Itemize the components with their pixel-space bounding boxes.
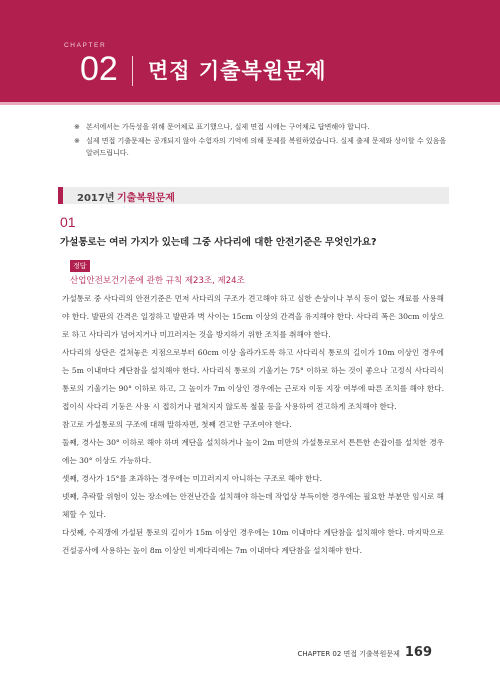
notes <box>74 121 454 161</box>
answer-paragraph: 사다리의 상단은 걸쳐놓은 지점으로부터 60cm 이상 올라가도록 하고 사다리식 통로의 길이가 10m 이상인 경우에는 5m 이내마다 계단참을 설치해야 한다. 사다리식 통로의 기울기는 75° 이하로 하는 것이 좋으나 고정식 사다리식 통로의 기울기는 90° 이하로 하고, 그 높이가 7m 이상인 경우에는 근로자 이동 지장 여부에 따른 조치를 해야 한다. 접이식 사다리 기둥은 사용 시 접히거나 펼쳐지지 않도록 철물 등을 사용하여 견고하게 조치해야 한다. <box>62 348 444 411</box>
answer-paragraph: 셋째, 경사가 15°를 초과하는 경우에는 미끄러지지 아니하는 구조로 해야 한다. <box>62 474 323 483</box>
section-label: 기출복원문제 <box>117 193 175 204</box>
note-mark: ※ <box>74 136 80 145</box>
answer-paragraph: 참고로 가설통로의 구조에 대해 말하자면, 첫째 견고한 구조여야 한다. <box>62 420 292 429</box>
answer-paragraph: 다섯째, 수직갱에 가설된 통로의 길이가 15m 이상인 경우에는 10m 이내마다 계단참을 설치해야 한다. 마지막으로 건설공사에 사용하는 높이 8m 이상인 비계다리에는 7m 이내마다 계단참을 설치해야 한다. <box>62 528 444 555</box>
page-number: 169 <box>404 645 432 660</box>
question-number: 01 <box>60 214 76 230</box>
page-footer <box>297 645 432 660</box>
note-text: 실제 면접 기출문제는 공개되지 않아 수험자의 기억에 의해 문제를 복원하였습니다. 실제 출제 문제와 상이할 수 있음을 알려드립니다. <box>86 136 447 157</box>
chapter-number: 02 <box>80 50 118 88</box>
answer-body <box>62 290 444 560</box>
chapter-divider <box>132 56 133 86</box>
banner-underline <box>0 102 500 105</box>
answer-paragraph: 가설통로 중 사다리의 안전기준은 먼저 사다리의 구조가 견고해야 하고 심한 손상이나 부식 등이 없는 재료를 사용해야 한다. 발판의 간격은 일정하고 발판과 벽 사이는 15cm 이상의 간격을 유지해야 한다. 사다리 폭은 30cm 이상으로 하고 사다리가 넘어지거나 미끄러지는 것을 방지하기 위한 조치를 취해야 한다. <box>62 294 444 339</box>
answer-badge: 정답 <box>70 260 90 272</box>
footer-chapter-text: CHAPTER 02 면접 기출복원문제 <box>297 650 400 658</box>
chapter-title: 면접 기출복원문제 <box>148 59 327 83</box>
answer-heading: 산업안전보건기준에 관한 규칙 제23조, 제24조 <box>70 276 245 286</box>
note-item <box>74 121 454 134</box>
question-text: 가설통로는 여러 가지가 있는데 그중 사다리에 대한 안전기준은 무엇인가요? <box>60 237 377 248</box>
section-header <box>58 187 449 204</box>
answer-paragraph: 넷째, 추락할 위험이 있는 장소에는 안전난간을 설치해야 하는데 작업상 부득이한 경우에는 필요한 부분만 임시로 해체할 수 있다. <box>62 492 444 519</box>
section-year: 2017년 <box>77 193 115 204</box>
note-text: 본서에서는 가독성을 위해 문어체로 표기했으나, 실제 면접 시에는 구어체로 답변해야 합니다. <box>86 123 370 131</box>
chapter-label: CHAPTER <box>64 42 107 49</box>
note-item <box>74 135 454 160</box>
note-mark: ※ <box>74 123 80 131</box>
answer-paragraph: 둘째, 경사는 30° 이하로 해야 하며 계단을 설치하거나 높이 2m 미만의 가설통로로서 튼튼한 손잡이를 설치한 경우에는 30° 이상도 가능하다. <box>62 438 444 465</box>
chapter-banner <box>0 0 500 102</box>
